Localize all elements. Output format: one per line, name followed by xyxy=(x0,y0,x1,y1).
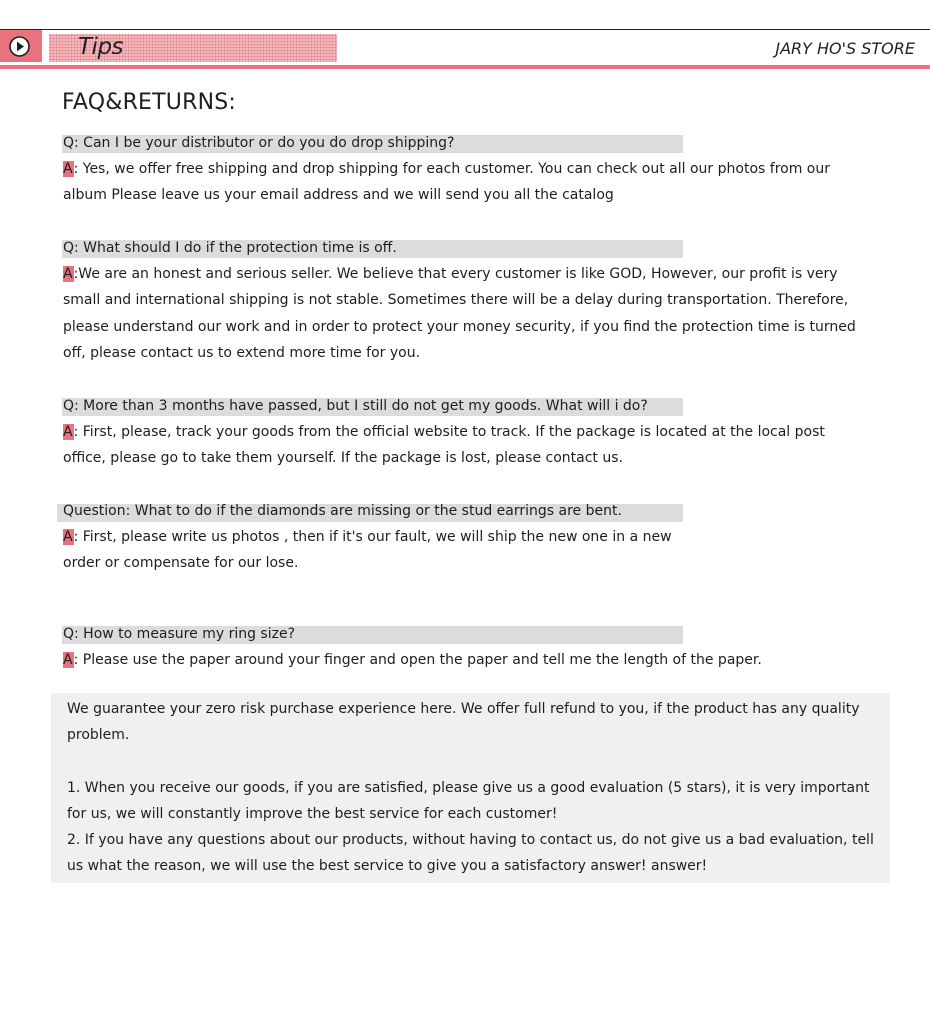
answer-text: Yes, we offer free shipping and drop shipping for each customer. You can check out all our photos from our album Please leave us your email address and we will send you all the catalog xyxy=(63,161,830,204)
header-top-rule xyxy=(0,29,930,30)
faq-answer-3 xyxy=(63,419,848,472)
guarantee-panel xyxy=(51,693,890,883)
guarantee-intro: We guarantee your zero risk purchase experience here. We offer full refund to you, if the product has any quality problem. xyxy=(67,701,860,744)
answer-marker: A xyxy=(63,266,73,282)
faq-question-4: Question: What to do if the diamonds are missing or the stud earrings are bent. xyxy=(63,503,622,519)
faq-answer-5 xyxy=(63,647,883,673)
faq-question-3: Q: More than 3 months have passed, but I still do not get my goods. What will i do? xyxy=(63,398,648,414)
answer-marker: A xyxy=(63,529,73,545)
faq-answer-1 xyxy=(63,156,863,209)
answer-separator: : xyxy=(73,529,79,545)
answer-separator: : xyxy=(73,266,79,282)
answer-text: First, please, track your goods from the official website to track. If the package is located at the local post office, please go to take them yourself. If the package is lost, please contact us. xyxy=(63,424,825,467)
faq-question-1: Q: Can I be your distributor or do you do drop shipping? xyxy=(63,135,455,151)
answer-text: First, please write us photos , then if it's our fault, we will ship the new one in a new order or compensate for our lose. xyxy=(63,529,672,572)
faq-question-5: Q: How to measure my ring size? xyxy=(63,626,295,642)
answer-separator: : xyxy=(73,161,79,177)
answer-marker: A xyxy=(63,652,73,668)
guarantee-point-1: 1. When you receive our goods, if you are satisfied, please give us a good evaluation (5 stars), it is very important for us, we will constantly improve the best service for each customer! xyxy=(67,780,870,823)
store-name: JARY HO'S STORE xyxy=(775,39,915,58)
page-header xyxy=(0,0,930,70)
play-badge xyxy=(0,30,42,62)
answer-marker: A xyxy=(63,424,73,440)
answer-separator: : xyxy=(73,652,79,668)
page-title: FAQ&RETURNS: xyxy=(62,90,237,115)
faq-answer-2 xyxy=(63,261,875,366)
answer-marker: A xyxy=(63,161,73,177)
play-circle-icon xyxy=(9,36,30,57)
faq-question-2: Q: What should I do if the protection time is off. xyxy=(63,240,397,256)
answer-text: We are an honest and serious seller. We believe that every customer is like GOD, However, our profit is very small and international shipping is not stable. Sometimes there will be a delay during transportation. Therefore, please understand our work and in order to protect your money security, if you find the protection time is turned off, please contact us to extend more time for you. xyxy=(63,266,856,361)
guarantee-point-2: 2. If you have any questions about our products, without having to contact us, do not give us a bad evaluation, tell us what the reason, we will use the best service to give you a satisfactory answer! answer! xyxy=(67,832,874,875)
header-accent-rule xyxy=(0,65,930,69)
faq-answer-4 xyxy=(63,524,673,577)
answer-text: Please use the paper around your finger and open the paper and tell me the length of the paper. xyxy=(78,652,762,668)
answer-separator: : xyxy=(73,424,79,440)
tips-label: Tips xyxy=(78,34,124,60)
